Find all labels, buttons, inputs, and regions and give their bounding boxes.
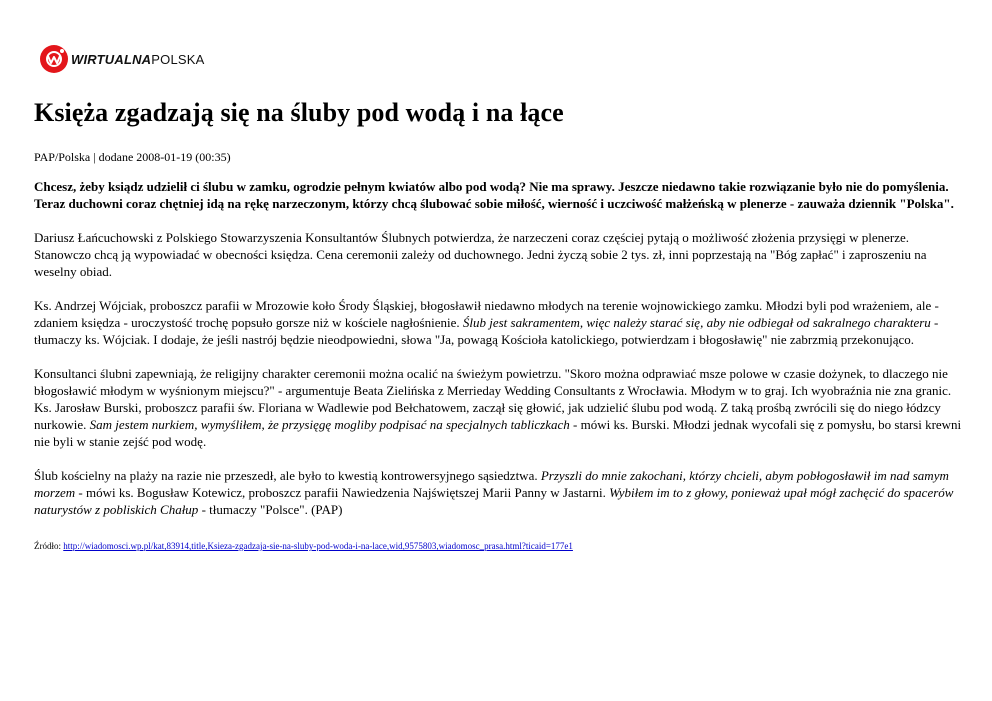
logo-emblem-icon	[40, 45, 68, 73]
paragraph-2-quote: Ślub jest sakramentem, więc należy starać się, aby nie odbiegał od sakralnego charakteru	[462, 315, 931, 330]
logo-text-light: POLSKA	[151, 51, 205, 67]
paragraph-4	[34, 467, 964, 518]
logo-wordmark	[71, 52, 205, 67]
paragraph-2	[34, 297, 964, 348]
logo-text-bold: WIRTUALNA	[71, 51, 152, 67]
paragraph-3-text-b: - mówi ks. Burski. Młodzi jednak wycofali się z pomysłu, bo starsi krewni nie byli w stanie zejść pod wodę.	[34, 417, 962, 449]
article-lead: Chcesz, żeby ksiądz udzielił ci ślubu w zamku, ogrodzie pełnym kwiatów albo pod wodą? Nie ma sprawy. Jeszcze niedawno takie rozwiązanie było nie do pomyślenia. Teraz duchowni coraz chętniej idą na rękę narzeczonym, którzy chcą ślubować sobie miłość, wierność i uczciwość małżeńską w plenerze - zauważa dziennik "Polska".	[34, 179, 954, 211]
article-meta: PAP/Polska | dodane 2008-01-19 (00:35)	[34, 150, 231, 164]
article-title: Księża zgadzają się na śluby pod wodą i na łące	[34, 98, 564, 127]
paragraph-4-quote-1: Przyszli do mnie zakochani, którzy chcieli, abym pobłogosławił im nad samym morzem	[34, 468, 949, 500]
wirtualna-polska-logo[interactable]	[40, 44, 205, 74]
source-label: Źródło:	[34, 541, 64, 551]
paragraph-2-text-b: - tłumaczy ks. Wójciak. I dodaje, że jeśli nastrój będzie nieodpowiedni, słowa "Ja, powagą Kościoła katolickiego, potwierdzam i błogosławię" nie zabrzmią przekonująco.	[34, 315, 939, 347]
paragraph-1: Dariusz Łańcuchowski z Polskiego Stowarzyszenia Konsultantów Ślubnych potwierdza, że narzeczeni coraz częściej pytają o możliwość złożenia przysięgi w plenerze. Stanowczo chcą ją wypowiadać w obecności księdza. Cena ceremonii zależy od duchownego. Jedni życzą sobie 2 tys. zł, inni poprzestają na "Bóg zapłać" i zaproszeniu na weselny obiad.	[34, 230, 927, 279]
paragraph-3	[34, 365, 964, 450]
paragraph-3-text-a: Konsultanci ślubni zapewniają, że religijny charakter ceremonii można ocalić na świeżym powietrzu. "Skoro można odprawiać msze polowe w czasie dożynek, to dlaczego nie błogosławić młodym w wyśnionym miejscu?" - argumentuje Beata Zielińska z Merrieday Wedding Consultants z Wrocławia. Młodym w to graj. Ich wyobraźnia nie zna granic. Ks. Jarosław Burski, proboszcz parafii św. Floriana w Wadlewie pod Bełchatowem, zaczął się głowić, jak udzielić ślubu pod wodą. Z taką prośbą zwrócili się do niego łódzcy nurkowie.	[34, 366, 952, 432]
paragraph-4-text-a: Ślub kościelny na plaży na razie nie przeszedł, ale było to kwestią kontrowersyjnego sąsiedztwa.	[34, 468, 541, 483]
paragraph-3-quote: Sam jestem nurkiem, wymyśliłem, że przysięgę mogliby podpisać na specjalnych tabliczkach	[89, 417, 570, 432]
article-body	[34, 178, 964, 535]
source-link[interactable]: http://wiadomosci.wp.pl/kat,83914,title,Ksieza-zgadzaja-sie-na-sluby-pod-woda-i-na-lace,wid,9575803,wiadomosc_prasa.html?ticaid=177e1	[63, 541, 573, 551]
source-line	[34, 541, 573, 551]
paragraph-4-text-c: - tłumaczy "Polsce". (PAP)	[198, 502, 343, 517]
paragraph-4-quote-2: Wybiłem im to z głowy, ponieważ upał mógł zachęcić do spacerów naturystów z pobliskich Chałup	[34, 485, 954, 517]
paragraph-2-text-a: Ks. Andrzej Wójciak, proboszcz parafii w Mrozowie koło Środy Śląskiej, błogosławił niedawno młodych na terenie wojnowickiego zamku. Młodzi byli pod wrażeniem, ale - zdaniem księdza - uroczystość trochę popsuło gorsze niż w kościele nagłośnienie.	[34, 298, 939, 330]
paragraph-4-text-b: - mówi ks. Bogusław Kotewicz, proboszcz parafii Nawiedzenia Najświętszej Marii Panny w Jastarni.	[75, 485, 610, 500]
